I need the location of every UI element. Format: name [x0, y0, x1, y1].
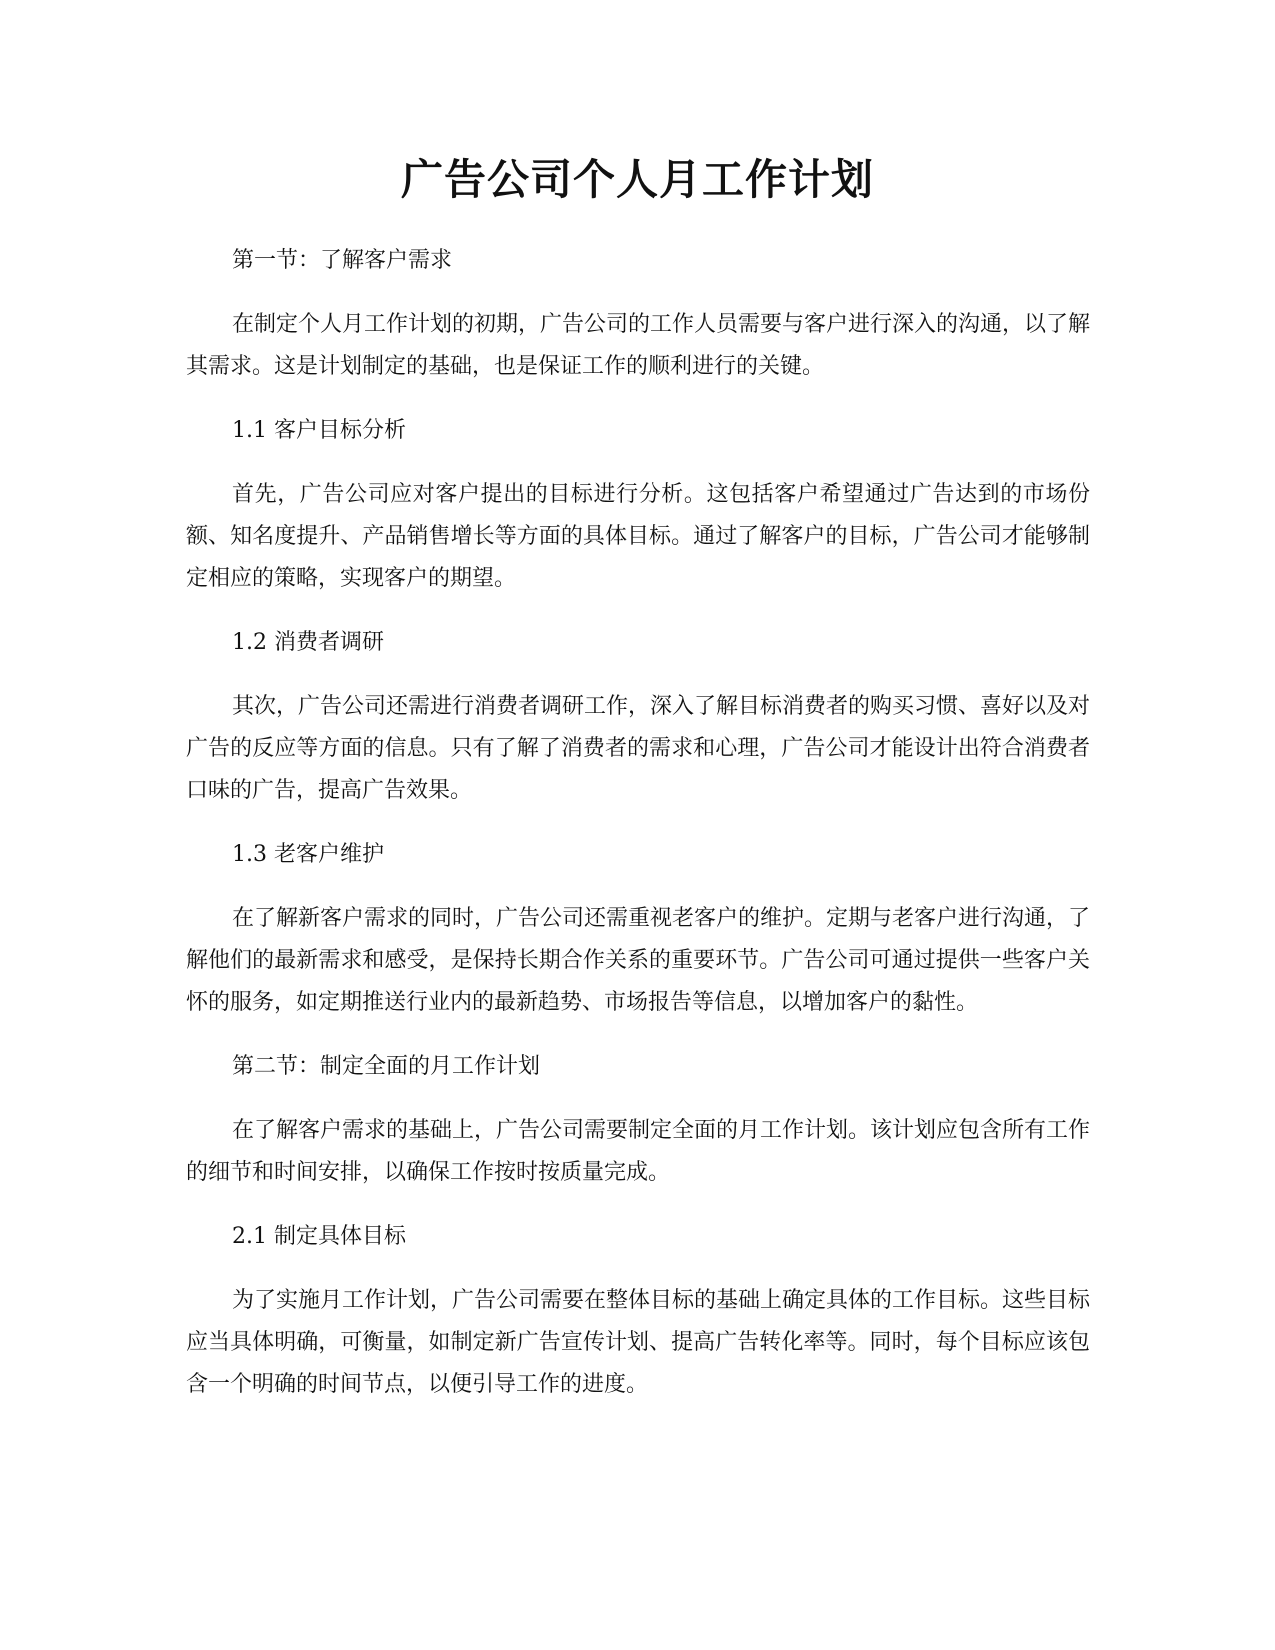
- subsection-2-1-heading: 2.1 制定具体目标: [232, 1224, 406, 1249]
- subsection-1-1-heading: 1.1 客户目标分析: [232, 418, 406, 443]
- section-2-intro-paragraph: 在了解客户需求的基础上，广告公司需要制定全面的月工作计划。该计划应包含所有工作的细节和时间安排，以确保工作按时按质量完成。: [186, 1118, 1091, 1185]
- subsection-1-2-paragraph: 其次，广告公司还需进行消费者调研工作，深入了解目标消费者的购买习惯、喜好以及对广告的反应等方面的信息。只有了解了消费者的需求和心理，广告公司才能设计出符合消费者口味的广告，提高广告效果。: [186, 694, 1091, 803]
- document-body: [186, 240, 1090, 1428]
- subsection-1-1-paragraph: 首先，广告公司应对客户提出的目标进行分析。这包括客户希望通过广告达到的市场份额、知名度提升、产品销售增长等方面的具体目标。通过了解客户的目标，广告公司才能够制定相应的策略，实现客户的期望。: [186, 482, 1090, 591]
- section-2-heading: 第二节：制定全面的月工作计划: [232, 1054, 541, 1079]
- document-title: 广告公司个人月工作计划: [400, 155, 874, 204]
- section-1-intro-paragraph: 在制定个人月工作计划的初期，广告公司的工作人员需要与客户进行深入的沟通，以了解其需求。这是计划制定的基础，也是保证工作的顺利进行的关键。: [186, 312, 1091, 379]
- subsection-1-3-heading: 1.3 老客户维护: [232, 842, 384, 867]
- subsection-1-2-heading: 1.2 消费者调研: [232, 630, 384, 655]
- subsection-2-1-paragraph: 为了实施月工作计划，广告公司需要在整体目标的基础上确定具体的工作目标。这些目标应当具体明确，可衡量，如制定新广告宣传计划、提高广告转化率等。同时，每个目标应该包含一个明确的时间节点，以便引导工作的进度。: [186, 1288, 1091, 1397]
- section-1-heading: 第一节：了解客户需求: [232, 248, 453, 273]
- subsection-1-3-paragraph: 在了解新客户需求的同时，广告公司还需重视老客户的维护。定期与老客户进行沟通，了解他们的最新需求和感受，是保持长期合作关系的重要环节。广告公司可通过提供一些客户关怀的服务，如定期推送行业内的最新趋势、市场报告等信息，以增加客户的黏性。: [186, 906, 1091, 1015]
